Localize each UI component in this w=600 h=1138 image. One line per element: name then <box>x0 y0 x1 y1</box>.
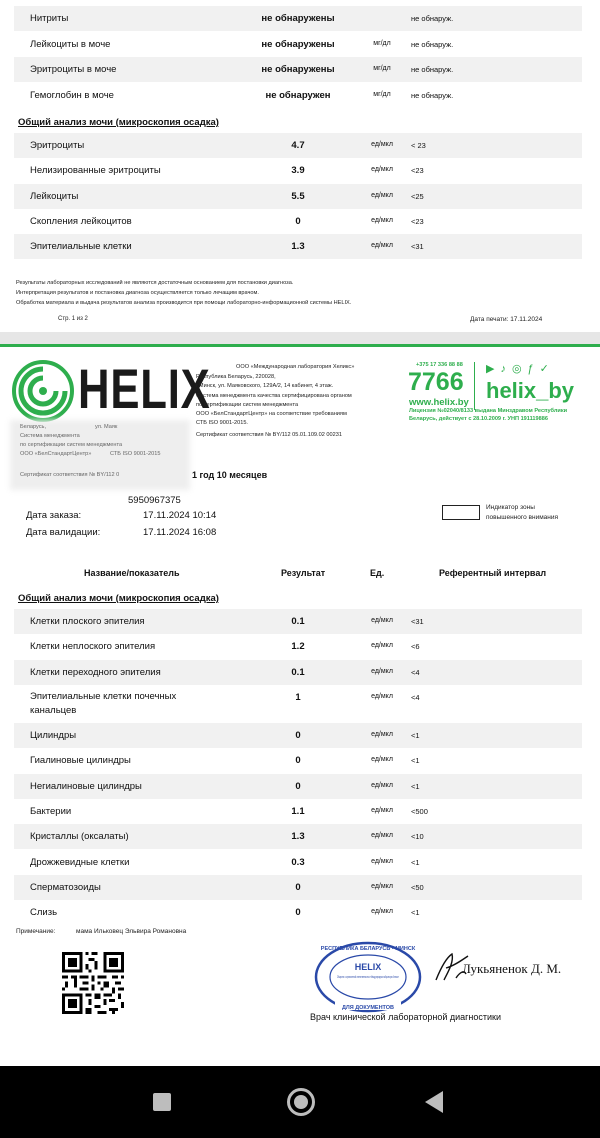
note-label: Примечание: <box>16 928 56 935</box>
helix-logo-icon <box>12 360 74 422</box>
table-row <box>14 158 582 183</box>
table-row <box>14 660 582 685</box>
page-separator <box>0 332 600 344</box>
row-ref: <500 <box>411 807 428 816</box>
row-ref: <10 <box>411 832 424 841</box>
order-date-label: Дата заказа: <box>26 510 82 521</box>
row-value: 1.2 <box>291 641 305 652</box>
blurred-line: ООО «БелСтандартЦентр» <box>20 451 92 457</box>
row-unit: ед/мкл <box>371 242 393 249</box>
column-header-ref: Референтный интервал <box>439 568 547 578</box>
row-unit: ед/мкл <box>371 192 393 199</box>
row-ref: <4 <box>411 668 420 677</box>
row-value: не обнаружен <box>265 90 331 101</box>
row-value: 1 <box>295 692 301 703</box>
row-name: Гиалиновые цилиндры <box>30 755 131 766</box>
row-name: Эритроциты <box>30 140 85 151</box>
row-name: Нелизированные эритроциты <box>30 165 161 176</box>
indicator-label: Индикатор зоны <box>486 504 535 511</box>
row-ref: <1 <box>411 731 420 740</box>
row-value: 0.1 <box>291 616 305 627</box>
patient-age: 1 год 10 месяцев <box>192 470 268 480</box>
row-unit: ед/мкл <box>371 693 393 700</box>
row-ref: <23 <box>411 217 424 226</box>
clinic-stamp-icon <box>313 940 423 1014</box>
row-value: 1.3 <box>291 241 305 252</box>
stamp-top-text: РЕСПУБЛИКА БЕЛАРУСЬ • МИНСК <box>320 946 416 952</box>
row-name: Скопления лейкоцитов <box>30 216 132 227</box>
row-value: 0 <box>295 781 301 792</box>
attention-indicator-box <box>442 505 480 520</box>
website: www.helix.by <box>409 397 469 408</box>
row-ref: не обнаруж. <box>411 65 454 74</box>
cert-text: по сертификации систем менеджмента <box>196 402 299 408</box>
section-title: Общий анализ мочи (микроскопия осадка) <box>18 593 219 604</box>
report-page-2 <box>0 344 600 1066</box>
system-navigation-bar <box>0 1066 600 1138</box>
row-name: Дрожжевидные клетки <box>30 857 130 868</box>
row-unit: ед/мкл <box>371 731 393 738</box>
row-name: Лейкоциты <box>30 191 79 202</box>
helix-logo-text: HELIX <box>78 357 211 420</box>
row-name: Эпителиальные клетки <box>30 241 132 252</box>
row-unit: ед/мкл <box>371 858 393 865</box>
table-row <box>14 875 582 900</box>
back-button[interactable] <box>425 1091 443 1113</box>
org-address: г.Минск, ул. Маяковского, 129А/2, 14 кабинет, 4 этаж. <box>196 383 334 389</box>
row-unit: ед/мкл <box>371 642 393 649</box>
validation-date: 17.11.2024 16:08 <box>143 527 217 538</box>
social-icons: ▶♪◎ƒ✓ <box>486 363 555 375</box>
row-value: 1.3 <box>291 831 305 842</box>
row-unit: ед/мкл <box>371 617 393 624</box>
blurred-line: СТБ ISO 9001-2015 <box>110 451 161 457</box>
note-text: мама Ильковец Эльвира Романовна <box>76 928 187 935</box>
row-unit: ед/мкл <box>371 141 393 148</box>
org-name: ООО «Международная лаборатория Хеликс» <box>236 364 355 370</box>
blurred-line: Беларусь, <box>20 424 47 430</box>
indicator-label: повышенного внимания <box>486 514 559 521</box>
table-row <box>14 57 582 82</box>
row-value: 0 <box>295 882 301 893</box>
row-value: 0.3 <box>291 857 305 868</box>
print-date: Дата печати: 17.11.2024 <box>470 316 543 323</box>
row-ref: <31 <box>411 242 424 251</box>
row-unit: ед/мкл <box>371 832 393 839</box>
row-ref: <1 <box>411 908 420 917</box>
row-unit: мг/дл <box>373 65 391 72</box>
brand-social-handle: helix_by <box>486 378 575 403</box>
blurred-line: Система менеджмента <box>20 433 80 439</box>
row-name: Нитриты <box>30 13 69 24</box>
row-name: Клетки переходного эпителия <box>30 667 161 678</box>
home-button[interactable] <box>287 1088 315 1116</box>
table-row <box>14 824 582 849</box>
top-accent-bar <box>0 344 600 347</box>
row-value: 0 <box>295 730 301 741</box>
doctor-title: Врач клинической лабораторной диагностики <box>310 1012 502 1022</box>
disclaimer-note: Интерпретация результатов и постановка диагноза осуществляется только лечащим врачом. <box>16 290 259 296</box>
table-row <box>14 609 582 634</box>
row-name: Лейкоциты в моче <box>30 39 111 50</box>
row-name: Эритроциты в моче <box>30 64 117 75</box>
row-ref: <1 <box>411 782 420 791</box>
table-row <box>14 133 582 158</box>
table-row <box>14 685 582 723</box>
blurred-line: ул. Маяк <box>95 424 118 430</box>
table-row <box>14 32 582 57</box>
row-value: 0 <box>295 755 301 766</box>
row-ref: <50 <box>411 883 424 892</box>
row-unit: мг/дл <box>373 91 391 98</box>
row-value: 1.1 <box>291 806 305 817</box>
table-row <box>14 900 582 925</box>
recent-apps-button[interactable] <box>153 1093 171 1111</box>
row-value: 0 <box>295 907 301 918</box>
phone-short-number: 7766 <box>408 368 464 396</box>
qr-code-icon <box>62 952 124 1014</box>
row-unit: ед/мкл <box>371 807 393 814</box>
row-value: 0.1 <box>291 667 305 678</box>
blurred-line: Сертификат соответствия № BY/112 0 <box>20 472 120 478</box>
row-unit: ед/мкл <box>371 166 393 173</box>
blurred-line: по сертификации систем менеджмента <box>20 442 123 448</box>
row-name: Бактерии <box>30 806 72 817</box>
table-row <box>14 209 582 234</box>
row-value: 5.5 <box>291 191 305 202</box>
row-ref: не обнаруж. <box>411 91 454 100</box>
order-date: 17.11.2024 10:14 <box>143 510 217 521</box>
table-row <box>14 774 582 799</box>
row-name: Эпителиальные клетки почечных канальцев <box>30 691 177 716</box>
table-row <box>14 184 582 209</box>
table-row <box>14 723 582 748</box>
row-ref: не обнаруж. <box>411 14 454 23</box>
cert-text: СТБ ISO 9001-2015. <box>196 420 248 426</box>
disclaimer-note: Обработка материала и выдача результатов анализа производится при помощи лабораторно-информационной системы HELIX. <box>16 300 352 306</box>
license-text: Беларусь, действует с 28.10.2009 г. УНП 191119886 <box>409 416 548 422</box>
row-name: Гемоглобин в моче <box>30 90 114 101</box>
cert-number: Сертификат соответствия № BY/112 05.01.109.02 00231 <box>196 432 342 438</box>
disclaimer-note: Результаты лабораторных исследований не являются достаточным основанием для постановки диагноза. <box>16 280 294 286</box>
stamp-body-text: Общество с ограниченной ответственностью «Международная лаборатория Хеликс» <box>337 975 400 979</box>
table-row <box>14 83 582 108</box>
divider <box>474 362 475 410</box>
report-page-1 <box>0 0 600 332</box>
section-title: Общий анализ мочи (микроскопия осадка) <box>18 117 219 128</box>
row-name: Слизь <box>30 907 58 918</box>
row-unit: мг/дл <box>373 40 391 47</box>
row-value: 4.7 <box>291 140 305 151</box>
table-row <box>14 634 582 659</box>
row-value: не обнаружены <box>261 39 335 50</box>
row-ref: < 23 <box>411 141 426 150</box>
phone-small: +375 17 336 88 88 <box>416 362 463 368</box>
validation-date-label: Дата валидации: <box>26 527 101 538</box>
row-name: Цилиндры <box>30 730 77 741</box>
stamp-center-text: HELIX <box>354 962 382 972</box>
row-name: Клетки плоского эпителия <box>30 616 145 627</box>
row-value: 3.9 <box>291 165 305 176</box>
table-row <box>14 234 582 259</box>
doctor-signature-name: Лукьяненок Д. М. <box>462 961 562 976</box>
row-ref: <23 <box>411 166 424 175</box>
row-ref: <1 <box>411 756 420 765</box>
row-ref: <1 <box>411 858 420 867</box>
row-unit: ед/мкл <box>371 668 393 675</box>
row-unit: ед/мкл <box>371 883 393 890</box>
row-ref: <4 <box>411 693 420 702</box>
row-name: Негиалиновые цилиндры <box>30 781 142 792</box>
row-value: не обнаружены <box>261 13 335 24</box>
row-value: 0 <box>295 216 301 227</box>
row-ref: не обнаруж. <box>411 40 454 49</box>
row-name: Клетки неплоского эпителия <box>30 641 156 652</box>
row-unit: ед/мкл <box>371 782 393 789</box>
row-unit: ед/мкл <box>371 908 393 915</box>
stamp-bottom-text: ДЛЯ ДОКУМЕНТОВ <box>341 1005 395 1011</box>
column-header-unit: Ед. <box>370 568 385 578</box>
cert-text: Система менеджмента качества сертифицирована органом <box>196 393 352 399</box>
row-ref: <25 <box>411 192 424 201</box>
column-header-result: Результат <box>281 568 326 578</box>
page-number: Стр. 1 из 2 <box>58 316 88 322</box>
table-row <box>14 850 582 875</box>
row-name: Сперматозоиды <box>30 882 101 893</box>
table-row <box>14 748 582 773</box>
org-address: Республика Беларусь, 220028, <box>196 374 276 380</box>
license-text: Лицензия №02040/8133 выдана Минздравом Республики <box>409 408 568 414</box>
column-header-name: Название/показатель <box>84 568 180 578</box>
row-unit: ед/мкл <box>371 217 393 224</box>
row-value: не обнаружены <box>261 64 335 75</box>
table-row <box>14 799 582 824</box>
row-ref: <6 <box>411 642 420 651</box>
row-ref: <31 <box>411 617 424 626</box>
table-row <box>14 6 582 31</box>
cert-text: ООО «БелСтандартЦентр» на соответствие требованиям <box>196 411 347 417</box>
order-number: 5950967375 <box>128 495 181 506</box>
row-name: Кристаллы (оксалаты) <box>30 831 129 842</box>
row-unit: ед/мкл <box>371 756 393 763</box>
